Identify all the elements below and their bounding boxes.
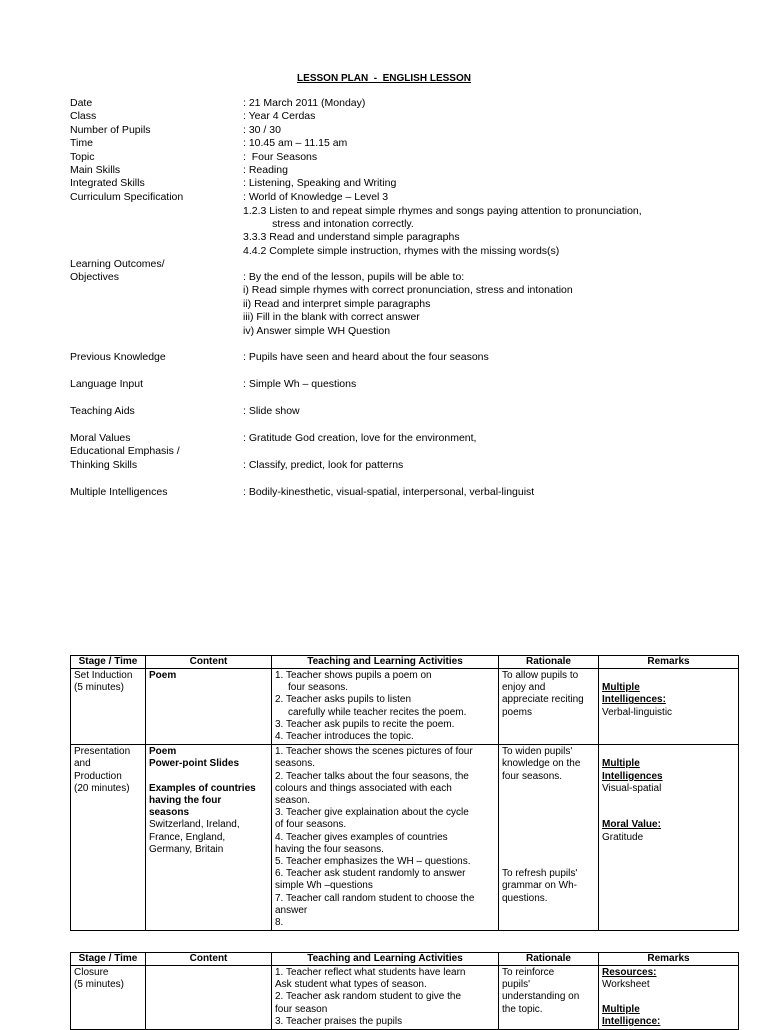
topic-value: : Four Seasons [243, 151, 318, 163]
previous-knowledge-value: : Pupils have seen and heard about the four seasons [243, 351, 489, 363]
date-label: Date [70, 97, 93, 109]
multiple-intelligences-value: : Bodily-kinesthetic, visual-spatial, interpersonal, verbal-linguist [243, 486, 535, 498]
curriculum-item: 4.4.2 Complete simple instruction, rhymes with the missing words(s) [243, 245, 560, 257]
header-activities: Teaching and Learning Activities [272, 953, 499, 966]
thinking-skills-label: Thinking Skills [70, 459, 138, 471]
activities-cell: 1. Teacher shows pupils a poem on four seasons. 2. Teacher asks pupils to listen carefully while teacher recites the poem. 3. Teacher ask pupils to recite the poem. 4. Teacher introduces the topic. [272, 669, 499, 745]
header-stage: Stage / Time [71, 953, 146, 966]
integrated-skills-label: Integrated Skills [70, 177, 145, 189]
pupils-value: : 30 / 30 [243, 124, 281, 136]
language-input-label: Language Input [70, 378, 143, 390]
header-content: Content [146, 953, 272, 966]
integrated-skills-value: : Listening, Speaking and Writing [243, 177, 397, 189]
curriculum-item: 1.2.3 Listen to and repeat simple rhymes and songs paying attention to pronunciation, [243, 205, 642, 217]
thinking-skills-value: : Classify, predict, look for patterns [243, 459, 404, 471]
outcomes-intro: : By the end of the lesson, pupils will be able to: [243, 271, 465, 283]
activities-table-2 [70, 952, 739, 1030]
header-stage: Stage / Time [71, 656, 146, 669]
rationale-cell: To reinforce pupils' understanding on the topic. [499, 966, 599, 1030]
content-cell [146, 966, 272, 1030]
multiple-intelligences-label: Multiple Intelligences [70, 486, 168, 498]
stage-cell: Set Induction (5 minutes) [71, 669, 146, 745]
header-content: Content [146, 656, 272, 669]
header-remarks: Remarks [599, 656, 739, 669]
table-header-row [71, 656, 739, 669]
curriculum-value: : World of Knowledge – Level 3 [243, 191, 389, 203]
rationale-cell: To allow pupils to enjoy and appreciate reciting poems [499, 669, 599, 745]
outcome-item: iv) Answer simple WH Question [243, 325, 391, 337]
pupils-label: Number of Pupils [70, 124, 151, 136]
page-title: LESSON PLAN - ENGLISH LESSON [297, 73, 471, 84]
header-rationale: Rationale [499, 656, 599, 669]
main-skills-value: : Reading [243, 164, 288, 176]
outcomes-label: Objectives [70, 271, 120, 283]
header-activities: Teaching and Learning Activities [272, 656, 499, 669]
language-input-value: : Simple Wh – questions [243, 378, 357, 390]
remarks-cell: Multiple Intelligences: Verbal-linguistic [599, 669, 739, 745]
time-label: Time [70, 137, 93, 149]
outcome-item: ii) Read and interpret simple paragraphs [243, 298, 431, 310]
stage-cell: Closure (5 minutes) [71, 966, 146, 1030]
topic-label: Topic [70, 151, 95, 163]
remarks-cell: Resources: Worksheet Multiple Intelligence: [599, 966, 739, 1030]
curriculum-item: stress and intonation correctly. [243, 218, 414, 230]
curriculum-item: 3.3.3 Read and understand simple paragraphs [243, 231, 460, 243]
teaching-aids-value: : Slide show [243, 405, 300, 417]
remarks-cell: Multiple Intelligences Visual-spatial Moral Value: Gratitude [599, 745, 739, 931]
stage-cell: Presentation and Production (20 minutes) [71, 745, 146, 931]
header-remarks: Remarks [599, 953, 739, 966]
outcomes-label: Learning Outcomes/ [70, 258, 165, 270]
rationale-cell: To widen pupils' knowledge on the four seasons. To refresh pupils' grammar on Wh- questions. [499, 745, 599, 931]
moral-values-value: : Gratitude God creation, love for the environment, [243, 432, 477, 444]
header-rationale: Rationale [499, 953, 599, 966]
class-label: Class [70, 110, 97, 122]
table-header-row [71, 953, 739, 966]
time-value: : 10.45 am – 11.15 am [243, 137, 348, 149]
table-row-presentation [71, 745, 739, 931]
moral-values-label: Moral Values [70, 432, 131, 444]
date-value: : 21 March 2011 (Monday) [243, 97, 366, 109]
main-skills-label: Main Skills [70, 164, 121, 176]
table-row-closure [71, 966, 739, 1030]
content-cell: Poem Power-point Slides Examples of countries having the four seasons Switzerland, Ireland, France, England, Germany, Britain [146, 745, 272, 931]
content-cell: Poem [146, 669, 272, 745]
curriculum-label: Curriculum Specification [70, 191, 184, 203]
educational-emphasis-label: Educational Emphasis / [70, 445, 180, 457]
activities-cell: 1. Teacher shows the scenes pictures of four seasons. 2. Teacher talks about the four seasons, the colours and things associated with each season. 3. Teacher give explaination about the cycle of four seasons. 4. Teacher gives examples of countries having the four seasons. 5. Teacher emphasizes the WH – questions. 6. Teacher ask student randomly to answer simple Wh –questions 7. Teacher call random student to choose the answer 8. [272, 745, 499, 931]
activities-table-1 [70, 655, 739, 931]
class-value: : Year 4 Cerdas [243, 110, 316, 122]
table-row-set-induction [71, 669, 739, 745]
activities-cell: 1. Teacher reflect what students have learn Ask student what types of season. 2. Teacher ask random student to give the four season 3. Teacher praises the pupils [272, 966, 499, 1030]
outcome-item: iii) Fill in the blank with correct answer [243, 311, 420, 323]
outcome-item: i) Read simple rhymes with correct pronunciation, stress and intonation [243, 284, 573, 296]
teaching-aids-label: Teaching Aids [70, 405, 135, 417]
previous-knowledge-label: Previous Knowledge [70, 351, 166, 363]
